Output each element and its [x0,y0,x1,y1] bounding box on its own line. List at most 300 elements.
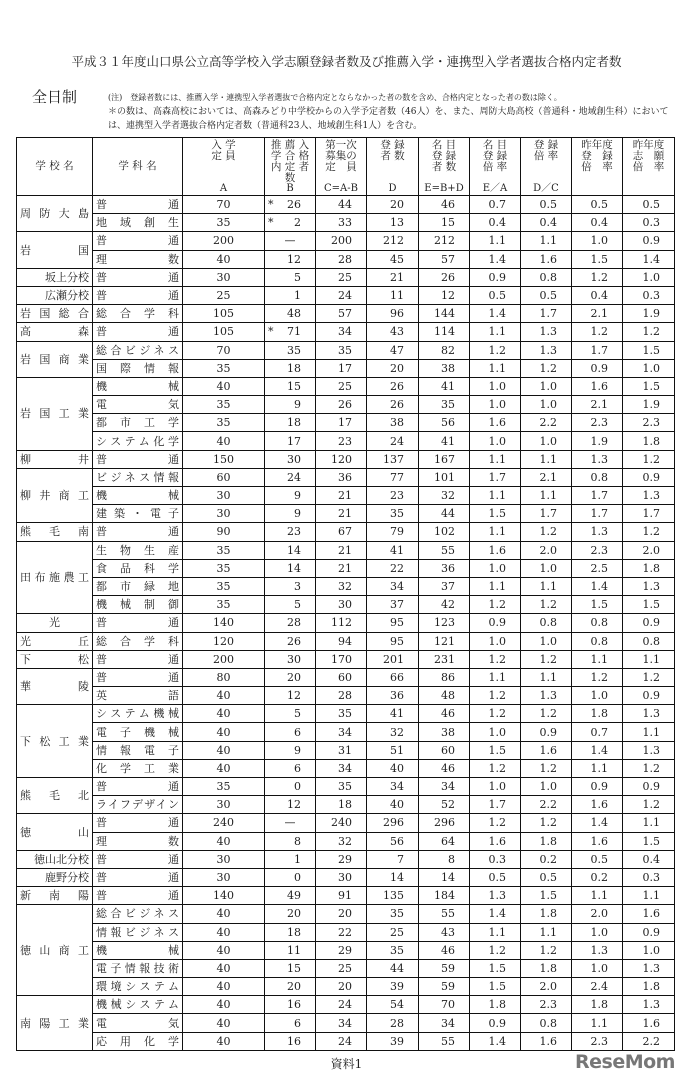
recommended-value: 0 [294,780,301,794]
first-round-capacity-c: 34 [316,323,367,341]
nominal-registered-e: 64 [419,832,470,850]
nominal-ratio: 1.1 [470,450,521,468]
table-row [17,923,675,941]
capacity-a: 40 [183,705,265,723]
last-year-registration-ratio: 1.0 [572,959,623,977]
registered-d: 40 [367,759,419,777]
note-1: (注) 登録者数には、推薦入学・連携型入学者選抜で合格内定とならなかった者の数を含め、合格内定となった者の数は除く。 [108,93,562,102]
column-header-label: 登 録 者 数 [380,139,405,162]
last-year-application-ratio: 0.3 [623,214,675,232]
nominal-registered-e: 59 [419,978,470,996]
registration-ratio: 0.4 [521,214,572,232]
first-round-capacity-c: 30 [316,596,367,614]
nominal-registered-e: 36 [419,559,470,577]
first-round-capacity-c: 20 [316,905,367,923]
document-title: 平成３１年度山口県公立高等学校入学志願登録者数及び推薦入学・連携型入学者選抜合格内定者数 [71,54,622,69]
table-row [17,632,675,650]
last-year-application-ratio: 1.7 [623,505,675,523]
recommended-b [265,1014,316,1032]
last-year-registration-ratio: 1.2 [572,323,623,341]
table-row [17,978,675,996]
last-year-application-ratio: 1.2 [623,668,675,686]
table-row [17,887,675,905]
school-name: 岩 国 [17,232,93,268]
department-name: 理 数 [93,250,183,268]
school-name: 広瀬分校 [17,286,93,304]
recommended-b [265,505,316,523]
nominal-ratio: 1.2 [470,941,521,959]
recommended-b [265,559,316,577]
last-year-registration-ratio: 1.6 [572,832,623,850]
registered-d: 20 [367,196,419,214]
column-header [419,138,470,196]
department-name: 電 気 [93,396,183,414]
first-round-capacity-c: 44 [316,196,367,214]
table-row [17,359,675,377]
first-round-capacity-c: 112 [316,614,367,632]
recommended-value: 5 [294,598,301,612]
last-year-registration-ratio: 1.1 [572,1014,623,1032]
first-round-capacity-c: 67 [316,523,367,541]
nominal-ratio: 1.6 [470,832,521,850]
school-name: 徳山北分校 [17,850,93,868]
nominal-registered-e: 46 [419,941,470,959]
nominal-registered-e: 59 [419,959,470,977]
recommended-b [265,377,316,395]
table-row [17,341,675,359]
registration-ratio: 1.1 [521,577,572,595]
column-header-label: 入 学 定 員 [211,139,236,162]
department-name: 機 械 [93,487,183,505]
capacity-a: 40 [183,978,265,996]
recommended-value: 18 [287,361,301,375]
recommended-b [265,632,316,650]
table-row [17,487,675,505]
first-round-capacity-c: 60 [316,668,367,686]
nominal-ratio: 1.4 [470,305,521,323]
department-name: 応用化学 [93,1032,183,1050]
last-year-registration-ratio: 1.2 [572,268,623,286]
recommended-value: 20 [287,980,301,994]
recommended-b [265,814,316,832]
column-header [316,138,367,196]
registration-ratio: 1.6 [521,1032,572,1050]
recommended-value: 15 [287,379,301,393]
department-name: 普 通 [93,814,183,832]
school-name: 熊毛南 [17,523,93,541]
school-name: 熊毛北 [17,778,93,814]
last-year-registration-ratio: 1.4 [572,741,623,759]
first-round-capacity-c: 33 [316,214,367,232]
asterisk-mark: * [268,325,274,339]
registration-ratio: 1.2 [521,814,572,832]
first-round-capacity-c: 31 [316,741,367,759]
last-year-application-ratio: 1.5 [623,341,675,359]
column-header [521,138,572,196]
registered-d: 26 [367,396,419,414]
asterisk-mark: * [268,216,274,230]
nominal-registered-e: 12 [419,286,470,304]
nominal-ratio: 1.2 [470,705,521,723]
recommended-value: 24 [287,470,301,484]
table-row [17,614,675,632]
table-row [17,450,675,468]
registered-d: 137 [367,450,419,468]
school-name: 南陽工業 [17,996,93,1051]
column-header-formula: C=A-B [324,183,358,194]
registered-d: 56 [367,832,419,850]
recommended-value: 12 [287,689,301,703]
registration-ratio: 2.1 [521,468,572,486]
last-year-application-ratio: 0.4 [623,850,675,868]
first-round-capacity-c: 25 [316,959,367,977]
capacity-a: 30 [183,850,265,868]
table-row [17,687,675,705]
recommended-b [265,923,316,941]
recommended-b [265,196,316,214]
table-row [17,468,675,486]
capacity-a: 150 [183,450,265,468]
column-header-label: 昨年度 登 録 倍 率 [581,139,613,173]
registration-ratio: 0.2 [521,850,572,868]
nominal-ratio: 1.2 [470,341,521,359]
recommended-value: 0 [294,871,301,885]
capacity-a: 70 [183,196,265,214]
first-round-capacity-c: 36 [316,468,367,486]
nominal-ratio: 1.5 [470,741,521,759]
capacity-a: 40 [183,759,265,777]
last-year-application-ratio: 1.2 [623,450,675,468]
nominal-ratio: 1.7 [470,796,521,814]
nominal-ratio: 1.4 [470,250,521,268]
first-round-capacity-c: 35 [316,778,367,796]
last-year-registration-ratio: 0.5 [572,850,623,868]
table-row [17,250,675,268]
school-name: 下 松 [17,650,93,668]
recommended-b [265,268,316,286]
column-header-formula: A [219,183,228,194]
registered-d: 41 [367,705,419,723]
registration-ratio: 1.2 [521,523,572,541]
registration-ratio: 1.8 [521,959,572,977]
recommended-value: 14 [287,543,301,557]
nominal-ratio: 0.9 [470,268,521,286]
last-year-registration-ratio: 2.1 [572,305,623,323]
registered-d: 28 [367,1014,419,1032]
registration-ratio: 1.2 [521,650,572,668]
registered-d: 35 [367,941,419,959]
first-round-capacity-c: 21 [316,505,367,523]
recommended-value: 11 [287,943,301,957]
registered-d: 22 [367,559,419,577]
school-name: 徳山商工 [17,905,93,996]
registered-d: 35 [367,905,419,923]
registered-d: 95 [367,614,419,632]
last-year-registration-ratio: 0.5 [572,196,623,214]
last-year-application-ratio: 1.2 [623,523,675,541]
nominal-ratio: 1.4 [470,1032,521,1050]
first-round-capacity-c: 29 [316,850,367,868]
table-row [17,559,675,577]
registration-ratio: 1.0 [521,632,572,650]
nominal-registered-e: 212 [419,232,470,250]
last-year-application-ratio: 1.0 [623,359,675,377]
department-name: 情報電子 [93,741,183,759]
registration-ratio: 1.8 [521,832,572,850]
capacity-a: 40 [183,1032,265,1050]
registration-ratio: 1.2 [521,596,572,614]
recommended-b [265,359,316,377]
last-year-registration-ratio: 2.1 [572,396,623,414]
last-year-registration-ratio: 1.1 [572,759,623,777]
capacity-a: 30 [183,868,265,886]
registration-ratio: 1.2 [521,705,572,723]
nominal-registered-e: 8 [419,850,470,868]
registered-d: 66 [367,668,419,686]
recommended-value: 6 [294,1016,301,1030]
recommended-b [265,650,316,668]
table-row [17,523,675,541]
nominal-registered-e: 41 [419,377,470,395]
last-year-registration-ratio: 1.2 [572,668,623,686]
registered-d: 44 [367,959,419,977]
recommended-value: 12 [287,252,301,266]
recommended-value: — [284,234,296,248]
table-row [17,850,675,868]
department-name: 普 通 [93,196,183,214]
nominal-ratio: 1.0 [470,559,521,577]
table-row [17,741,675,759]
last-year-application-ratio: 1.0 [623,268,675,286]
nominal-registered-e: 57 [419,250,470,268]
capacity-a: 35 [183,577,265,595]
last-year-registration-ratio: 0.8 [572,632,623,650]
capacity-a: 140 [183,887,265,905]
registration-ratio: 1.0 [521,432,572,450]
nominal-registered-e: 114 [419,323,470,341]
registered-d: 51 [367,741,419,759]
department-name: 機 械 [93,941,183,959]
table-row [17,814,675,832]
last-year-application-ratio: 0.9 [623,687,675,705]
nominal-ratio: 1.2 [470,759,521,777]
last-year-registration-ratio: 1.1 [572,650,623,668]
first-round-capacity-c: 34 [316,1014,367,1032]
recommended-b [265,887,316,905]
department-name: 電子機械 [93,723,183,741]
capacity-a: 40 [183,432,265,450]
department-name: 普 通 [93,850,183,868]
last-year-registration-ratio: 0.9 [572,359,623,377]
registered-d: 34 [367,577,419,595]
column-header [265,138,316,196]
recommended-b [265,778,316,796]
school-name: 下松工業 [17,705,93,778]
table-row [17,505,675,523]
nominal-ratio: 1.0 [470,778,521,796]
registration-ratio: 0.8 [521,268,572,286]
last-year-application-ratio: 0.9 [623,778,675,796]
registration-ratio: 1.2 [521,359,572,377]
nominal-ratio: 0.5 [470,868,521,886]
table-row [17,214,675,232]
nominal-registered-e: 123 [419,614,470,632]
nominal-registered-e: 34 [419,1014,470,1032]
first-round-capacity-c: 120 [316,450,367,468]
department-name: 機 械 [93,377,183,395]
first-round-capacity-c: 22 [316,923,367,941]
table-row [17,905,675,923]
recommended-b [265,741,316,759]
table-row [17,650,675,668]
nominal-ratio: 1.1 [470,577,521,595]
recommended-value: 16 [287,1034,301,1048]
capacity-a: 35 [183,559,265,577]
last-year-application-ratio: 0.9 [623,923,675,941]
capacity-a: 40 [183,996,265,1014]
nominal-registered-e: 167 [419,450,470,468]
registration-ratio: 1.3 [521,323,572,341]
table-row [17,759,675,777]
capacity-a: 30 [183,268,265,286]
recommended-b [265,941,316,959]
registered-d: 47 [367,341,419,359]
registration-ratio: 1.6 [521,741,572,759]
nominal-registered-e: 46 [419,705,470,723]
registration-ratio: 2.2 [521,414,572,432]
column-header [183,138,265,196]
table-row [17,1032,675,1050]
last-year-registration-ratio: 2.3 [572,541,623,559]
last-year-registration-ratio: 1.0 [572,923,623,941]
capacity-a: 35 [183,214,265,232]
last-year-application-ratio: 0.3 [623,286,675,304]
registered-d: 13 [367,214,419,232]
registered-d: 32 [367,723,419,741]
nominal-registered-e: 82 [419,341,470,359]
department-name: 地域創生 [93,214,183,232]
nominal-ratio: 1.0 [470,632,521,650]
recommended-b [265,705,316,723]
recommended-b [265,832,316,850]
column-header-formula: E／A [482,183,508,194]
recommended-b [265,868,316,886]
last-year-application-ratio: 1.1 [623,887,675,905]
nominal-ratio: 1.1 [470,668,521,686]
column-header-formula: D／C [533,183,559,194]
last-year-registration-ratio: 0.2 [572,868,623,886]
registration-ratio: 2.0 [521,541,572,559]
recommended-value: 6 [294,761,301,775]
recommended-value: 9 [294,489,301,503]
department-name: 化学工業 [93,759,183,777]
registered-d: 296 [367,814,419,832]
last-year-registration-ratio: 0.7 [572,723,623,741]
last-year-application-ratio: 1.3 [623,487,675,505]
last-year-application-ratio: 1.3 [623,959,675,977]
nominal-registered-e: 184 [419,887,470,905]
recommended-b [265,1032,316,1050]
last-year-application-ratio: 1.1 [623,723,675,741]
first-round-capacity-c: 28 [316,250,367,268]
first-round-capacity-c: 94 [316,632,367,650]
registration-ratio: 1.1 [521,450,572,468]
last-year-application-ratio: 1.3 [623,705,675,723]
recommended-value: 28 [287,616,301,630]
last-year-registration-ratio: 1.6 [572,377,623,395]
table-row [17,305,675,323]
capacity-a: 40 [183,723,265,741]
registered-d: 212 [367,232,419,250]
capacity-a: 30 [183,796,265,814]
nominal-registered-e: 37 [419,577,470,595]
department-name: 英 語 [93,687,183,705]
nominal-ratio: 1.1 [470,359,521,377]
school-name: 新南陽 [17,887,93,905]
last-year-registration-ratio: 2.0 [572,905,623,923]
first-round-capacity-c: 32 [316,832,367,850]
capacity-a: 40 [183,250,265,268]
department-name: 普 通 [93,887,183,905]
registration-ratio: 2.3 [521,996,572,1014]
recommended-value: 23 [287,525,301,539]
last-year-application-ratio: 0.3 [623,868,675,886]
capacity-a: 40 [183,832,265,850]
department-name: 都市緑地 [93,577,183,595]
registration-ratio: 1.0 [521,559,572,577]
first-round-capacity-c: 30 [316,868,367,886]
nominal-registered-e: 101 [419,468,470,486]
table-row [17,377,675,395]
school-name: 徳 山 [17,814,93,850]
nominal-registered-e: 32 [419,487,470,505]
nominal-ratio: 0.7 [470,196,521,214]
nominal-ratio: 1.4 [470,905,521,923]
capacity-a: 40 [183,905,265,923]
registered-d: 25 [367,923,419,941]
first-round-capacity-c: 21 [316,541,367,559]
nominal-registered-e: 56 [419,414,470,432]
first-round-capacity-c: 240 [316,814,367,832]
table-row [17,796,675,814]
nominal-ratio: 1.0 [470,396,521,414]
page-label: 資料1 [330,1057,363,1071]
last-year-registration-ratio: 0.9 [572,778,623,796]
recommended-value: 12 [287,798,301,812]
capacity-a: 35 [183,778,265,796]
nominal-registered-e: 38 [419,723,470,741]
recommended-value: 2 [294,216,301,230]
registration-ratio: 1.1 [521,923,572,941]
recommended-b [265,541,316,559]
nominal-ratio: 1.0 [470,432,521,450]
recommended-b [265,723,316,741]
recommended-value: 20 [287,670,301,684]
table-row [17,723,675,741]
registered-d: 95 [367,632,419,650]
recommended-b [265,850,316,868]
last-year-registration-ratio: 1.3 [572,523,623,541]
registered-d: 23 [367,487,419,505]
department-name: 普 通 [93,323,183,341]
first-round-capacity-c: 23 [316,432,367,450]
department-name: ライフデザイン [93,796,183,814]
capacity-a: 60 [183,468,265,486]
capacity-a: 35 [183,359,265,377]
registered-d: 39 [367,1032,419,1050]
recommended-value: 49 [287,889,301,903]
last-year-registration-ratio: 1.0 [572,232,623,250]
